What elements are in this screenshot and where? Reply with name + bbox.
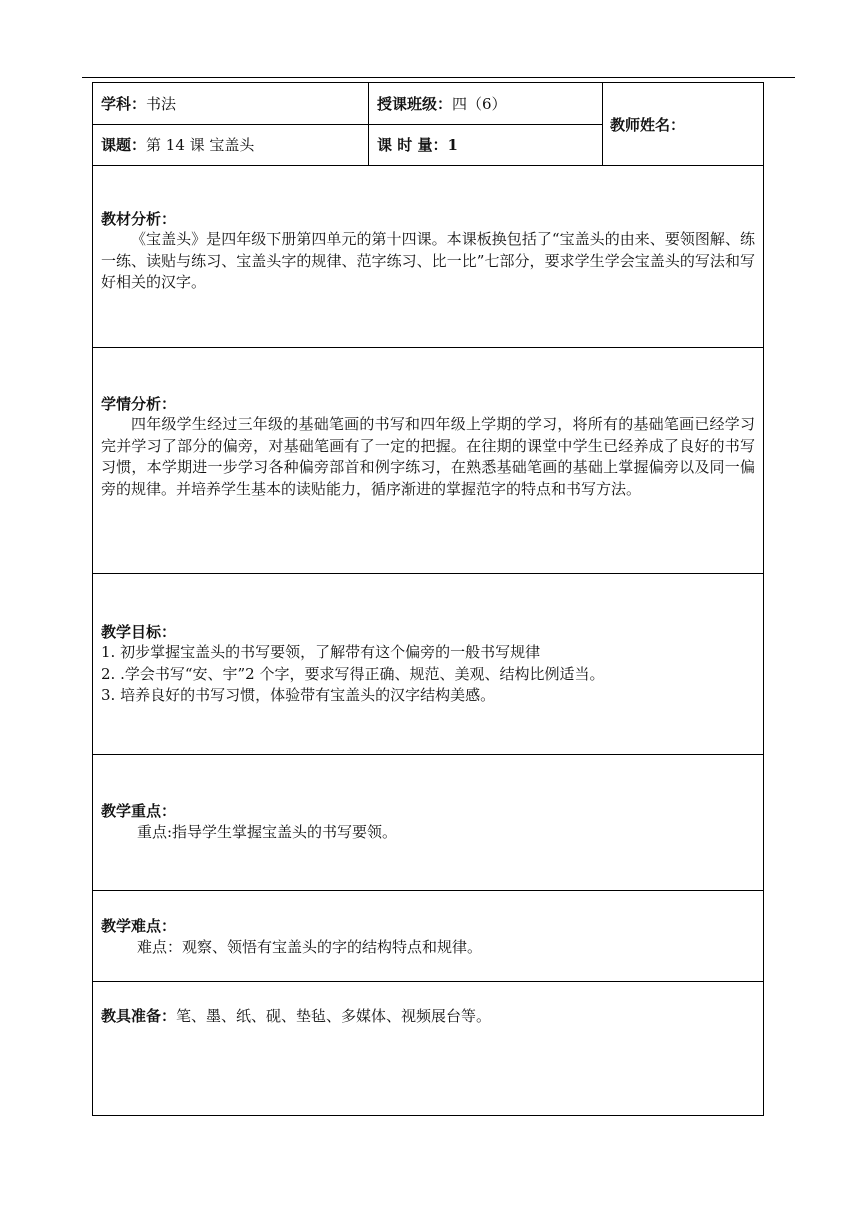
hours-label: 课 时 量： [377, 136, 448, 154]
difficulty-section [93, 890, 763, 981]
col-divider [368, 83, 369, 165]
material-title: 教材分析： [101, 210, 177, 228]
goal-item: 2. .学会书写“安、宇”2 个字，要求写得正确、规范、美观、结构比例适当。 [101, 664, 605, 683]
difficulty-title: 教学难点： [101, 917, 177, 935]
subject-label: 学科： [101, 95, 147, 113]
class-value: 四（6） [452, 95, 507, 113]
students-section [93, 347, 763, 573]
hours-cell [377, 135, 458, 155]
topic-label: 课题： [101, 136, 147, 154]
row-divider [93, 124, 603, 125]
tools-text: 笔、墨、纸、砚、垫毡、多媒体、视频展台等。 [176, 1007, 492, 1025]
hours-value: 1 [447, 136, 458, 154]
students-title: 学情分析： [101, 395, 177, 413]
goal-item: 1. 初步掌握宝盖头的书写要领，了解带有这个偏旁的一般书写规律 [101, 643, 541, 661]
students-text: 四年级学生经过三年级的基础笔画的书写和四年级上学期的学习，将所有的基础笔画已经学习完并学习了部分的偏旁，对基础笔画有了一定的把握。在往期的课堂中学生已经养成了良好的书写习惯，本学期进一步学习各种偏旁部首和例字练习，在熟悉基础笔画的基础上掌握偏旁以及同一偏旁的规律。并培养学生基本的读贴能力，循序渐进的掌握范字的特点和书写方法。 [101, 415, 755, 498]
goals-section [93, 573, 763, 754]
difficulty-text: 难点：观察、领悟有宝盖头的字的结构特点和规律。 [137, 938, 483, 956]
topic-value: 第 14 课 宝盖头 [146, 136, 255, 154]
tools-title: 教具准备： [101, 1007, 177, 1025]
lesson-plan-table [92, 82, 764, 1116]
col-divider [602, 83, 603, 165]
topic-cell [101, 135, 254, 155]
goals-title: 教学目标： [101, 623, 177, 641]
key-point-text: 重点:指导学生掌握宝盖头的书写要领。 [137, 823, 398, 841]
teacher-label: 教师姓名： [610, 116, 686, 134]
subject-cell [101, 94, 176, 114]
class-cell [377, 94, 507, 114]
material-text: 《宝盖头》是四年级下册第四单元的第十四课。本课板换包括了“宝盖头的由来、要领图解、练一练、读贴与练习、宝盖头字的规律、范字练习、比一比”七部分，要求学生学会宝盖头的写法和写好相关的汉字。 [101, 230, 755, 291]
tools-section [93, 981, 763, 1117]
tools-line [101, 1006, 491, 1026]
students-text-block [101, 414, 755, 500]
key-point-title: 教学重点： [101, 802, 177, 820]
header-rule [82, 77, 795, 78]
teacher-cell [610, 115, 685, 135]
goals-list [101, 642, 755, 707]
subject-value: 书法 [146, 95, 177, 113]
material-text-block [101, 229, 755, 294]
key-point-section [93, 754, 763, 890]
class-label: 授课班级： [377, 95, 453, 113]
goal-item: 3. 培养良好的书写习惯，体验带有宝盖头的汉字结构美感。 [101, 686, 496, 704]
material-section [93, 165, 763, 347]
